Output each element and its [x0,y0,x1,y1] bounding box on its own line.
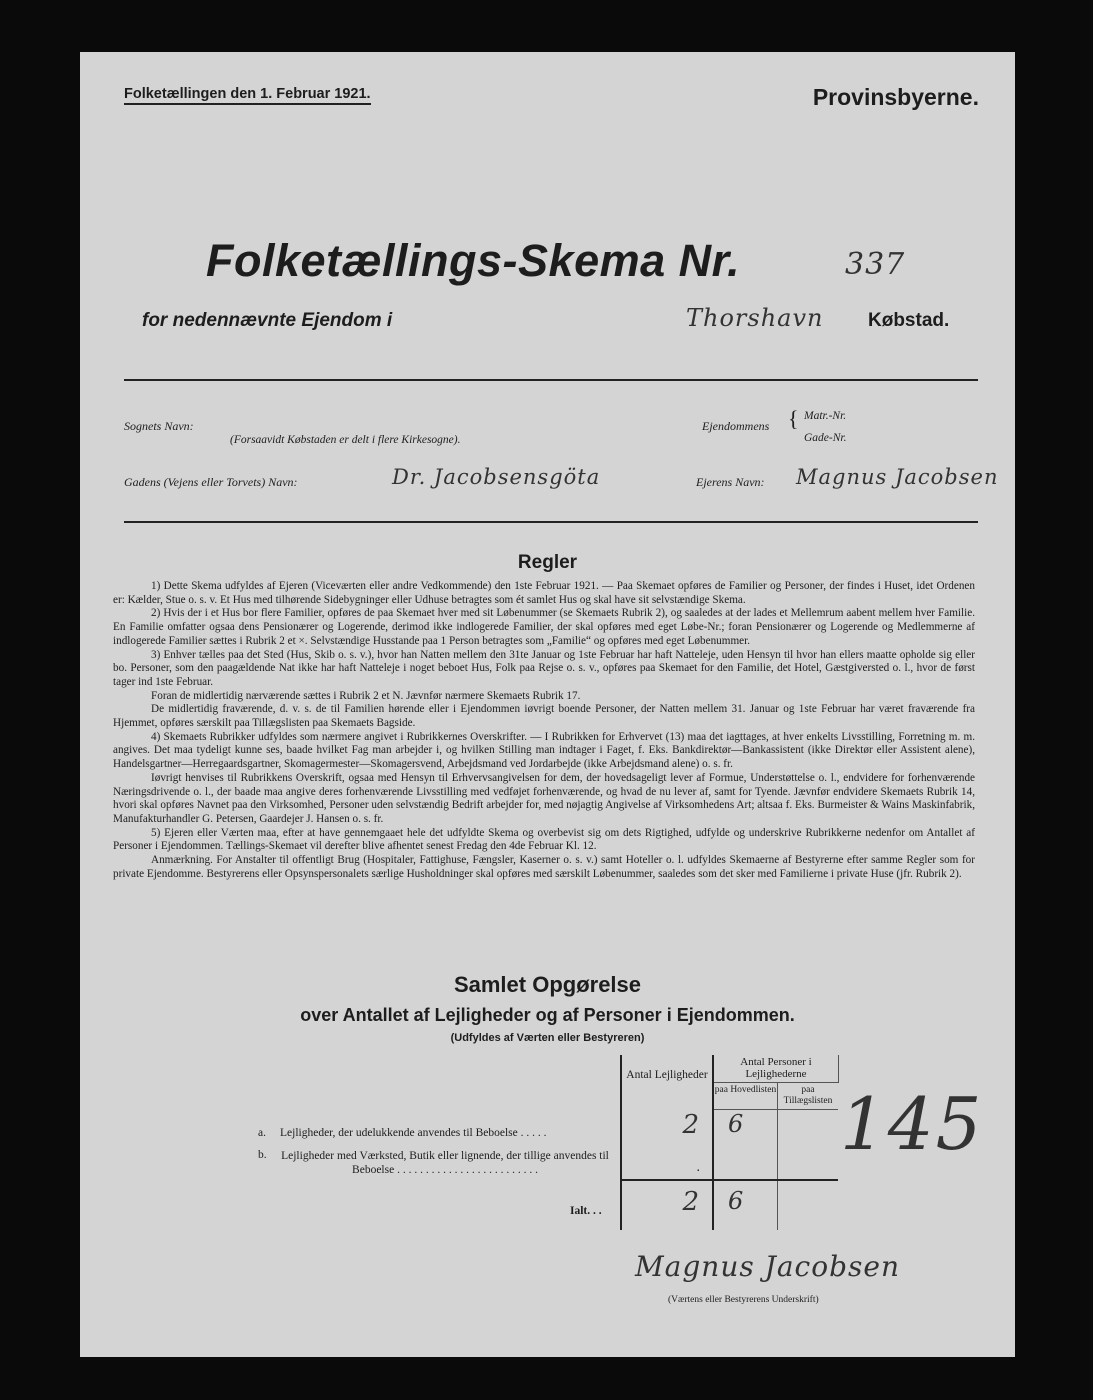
total-apartments: 2 [682,1187,700,1217]
margin-note: 145 [840,1082,984,1166]
table-line [838,1055,839,1083]
rule-paragraph: De midlertidig fraværende, d. v. s. de til Familien hørende eller i Ejendommen iøvrigt boende Personer, der Natten mellem 31. Januar og 1ste Februar har været fraværende fra Hjemmet, opføres særskilt paa Tillægslisten paa Skemaets Bagside. [113,703,975,730]
table-line [620,1179,838,1181]
total-label: Ialt. . . [570,1205,602,1217]
owner-value: Magnus Jacobsen [796,465,999,489]
rule-paragraph: 5) Ejeren eller Værten maa, efter at have gennemgaaet hele det udfyldte Skema og overbevist sig om dets Rigtighed, udfylde og underskrive Rubrikkerne nedenfor om Antallet af Personer i Ejendommen. Tællings-Skemaet vil derefter blive afhentet senest Fredag den 4de Februar Kl. 12. [113,826,975,853]
region-label: Provinsbyerne. [812,84,979,110]
divider-top [124,379,978,381]
property-line-suffix: Købstad. [868,310,950,331]
owner-label: Ejerens Navn: [696,475,765,489]
col-apartments-header: Antal Lejligheder [626,1069,708,1081]
gade-label: Gade-Nr. [804,432,847,444]
form-number: 337 [845,247,906,282]
street-value: Dr. Jacobsensgöta [392,465,601,489]
divider-fields [124,521,978,523]
summary-note: (Udfyldes af Værten eller Bestyreren) [450,1032,645,1044]
signature: Magnus Jacobsen [635,1250,900,1283]
parish-label: Sognets Navn: [124,419,194,433]
table-line [714,1082,838,1083]
rule-paragraph: Anmærkning. For Anstalter til offentligt Brug (Hospitaler, Fattighuse, Fængsler, Kaserner o. s. v.) samt Hoteller o. l. udfyldes Skemaerne af Bestyrerne efter samme Regler som for private Ejendomme. Bestyrerens eller Opsynspersonalets særlige Husholdninger skal opføres med særskilt Løbenummer, saaledes som det sker med Familierne i private Huse (jfr. Rubrik 2). [113,854,975,880]
rule-paragraph: Foran de midlertidig nærværende sættes i Rubrik 2 et N. Jævnfør nærmere Skemaets Rubrik 17. [151,689,581,702]
property-brace: { [788,406,799,431]
matr-label: Matr.-Nr. [804,410,847,422]
property-line-prefix: for nedennævnte Ejendom i [142,310,393,331]
row-b-label: Lejligheder med Værksted, Butik eller lignende, der tillige anvendes til Beboelse . . . . . . . . . . . . . . . . . . . . . . . . . [281,1150,609,1176]
summary-subtitle: over Antallet af Lejligheder og af Personer i Ejendommen. [300,1005,795,1025]
col-supp-header: paa Tillægslisten [783,1085,833,1106]
census-date-label: Folketællingen den 1. Februar 1921. [124,86,371,105]
row-a-label: Lejligheder, der udelukkende anvendes til Beboelse . . . . . [280,1127,547,1139]
row-b-apartments: . [696,1160,700,1175]
summary-title: Samlet Opgørelse [453,972,642,997]
form-title: Folketællings-Skema Nr. [206,235,741,286]
rule-paragraph: Iøvrigt henvises til Rubrikkens Overskrift, ogsaa med Hensyn til Erhvervsangivelsen for dem, der hovedsageligt lever af Formue, Understøttelse o. l., endvidere for forhenværende Næringsdrivende o. l., der baade maa angive deres forhenværende Livsstilling med vedføjet forhenværende, og hvad de nu lever af, samt for Tyende. Jævnfør endvidere Skemaets Rubrik 14, hvori skal opføres Navnet paa den Virksomhed, Personer uden selvstændig Bedrift arbejder for, med nøjagtig Angivelse af Virksomhedens Art; altsaa f. Eks. Burmeister & Wains Maskinfabrik, Manufakturhandler G. Petersen, Gaardejer J. Hansen o. s. fr. [113,771,975,825]
street-label: Gadens (Vejens eller Torvets) Navn: [124,475,298,489]
signature-caption: (Værtens eller Bestyrerens Underskrift) [668,1295,819,1305]
col-main-header: paa Hovedlisten [714,1085,777,1095]
parish-note: (Forsaavidt Købstaden er delt i flere Kirkesogne). [230,434,461,446]
col-persons-header: Antal Personer i Lejlighederne [740,1056,812,1080]
rule-paragraph: 1) Dette Skema udfyldes af Ejeren (Viceværten eller andre Vedkommende) den 1ste Februar 1921. — Paa Skemaet opføres de Familier og Personer, der findes i Huset, idet Ordenen er: Kælder, Stue o. s. v. Et Hus med tilhørende Sidebygninger eller Udhuse betragtes som ét samlet Hus og skal have sit selvstændige Skema. [113,580,975,606]
row-b-letter: b. [258,1149,267,1161]
property-label: Ejendommens [702,419,770,433]
rule-paragraph: 3) Enhver tælles paa det Sted (Hus, Skib o. s. v.), hvor han Natten mellem den 31te Januar og 1ste Februar har haft Natteleje, uden Hensyn til hvor han ellers maatte opholde sig eller bo. Personer, som den paagældende Nat ikke har haft Natteleje i noget beboet Hus, Folk paa Rejse o. s. v., opføres paa Skemaet for den Familie, det Hotel, Gæstgiversted o. l., hvor de først tager ind 1ste Februar. [113,648,975,688]
census-form-sheet [80,52,1015,1357]
total-main: 6 [728,1187,745,1215]
rules-body [113,580,975,881]
town-name: Thorshavn [686,304,824,332]
row-a-main: 6 [728,1110,745,1138]
rule-paragraph: 2) Hvis der i et Hus bor flere Familier, opføres de paa Skemaet hver med sit Løbenummer (se Skemaets Rubrik 2), og saaledes at der lades et Mellemrum aabent mellem hver Familie. En Familie omfatter ogsaa dens Pensionærer og Logerende, derimod ikke indlogerede Familier, der skal opføres med eget Løbe-Nr.; foran Pensionærer og Logerende og Medlemmerne af indlogerede Familier sættes i Rubrik 2 et ×. Selvstændige Husstande paa 1 Person betragtes som „Familie“ og opføres med eget Løbenummer. [113,607,975,647]
row-a-apartments: 2 [682,1110,700,1140]
row-a-letter: a. [258,1127,266,1139]
rule-paragraph: 4) Skemaets Rubrikker udfyldes som nærmere angivet i Rubrikkernes Overskrifter. — I Rubrikken for Erhvervet (13) maa det iagttages, at hver enkelts Livsstilling, Forretning m. m. angives. Det maa tydeligt kunne ses, baade hvilket Fag man arbejder i, og hvilken Stilling man indtager i Faget, f. Eks. Bankdirektør—Bankassistent (ikke Direktør eller Assistent alene), Handelsgartner—Herregaardsgartner, Skomagermester—Skomagersvend, Arbejdsmand ved Jordarbejde (ikke Arbejdsmand alene) o. s. fr. [113,730,975,771]
rules-heading: Regler [517,552,578,573]
